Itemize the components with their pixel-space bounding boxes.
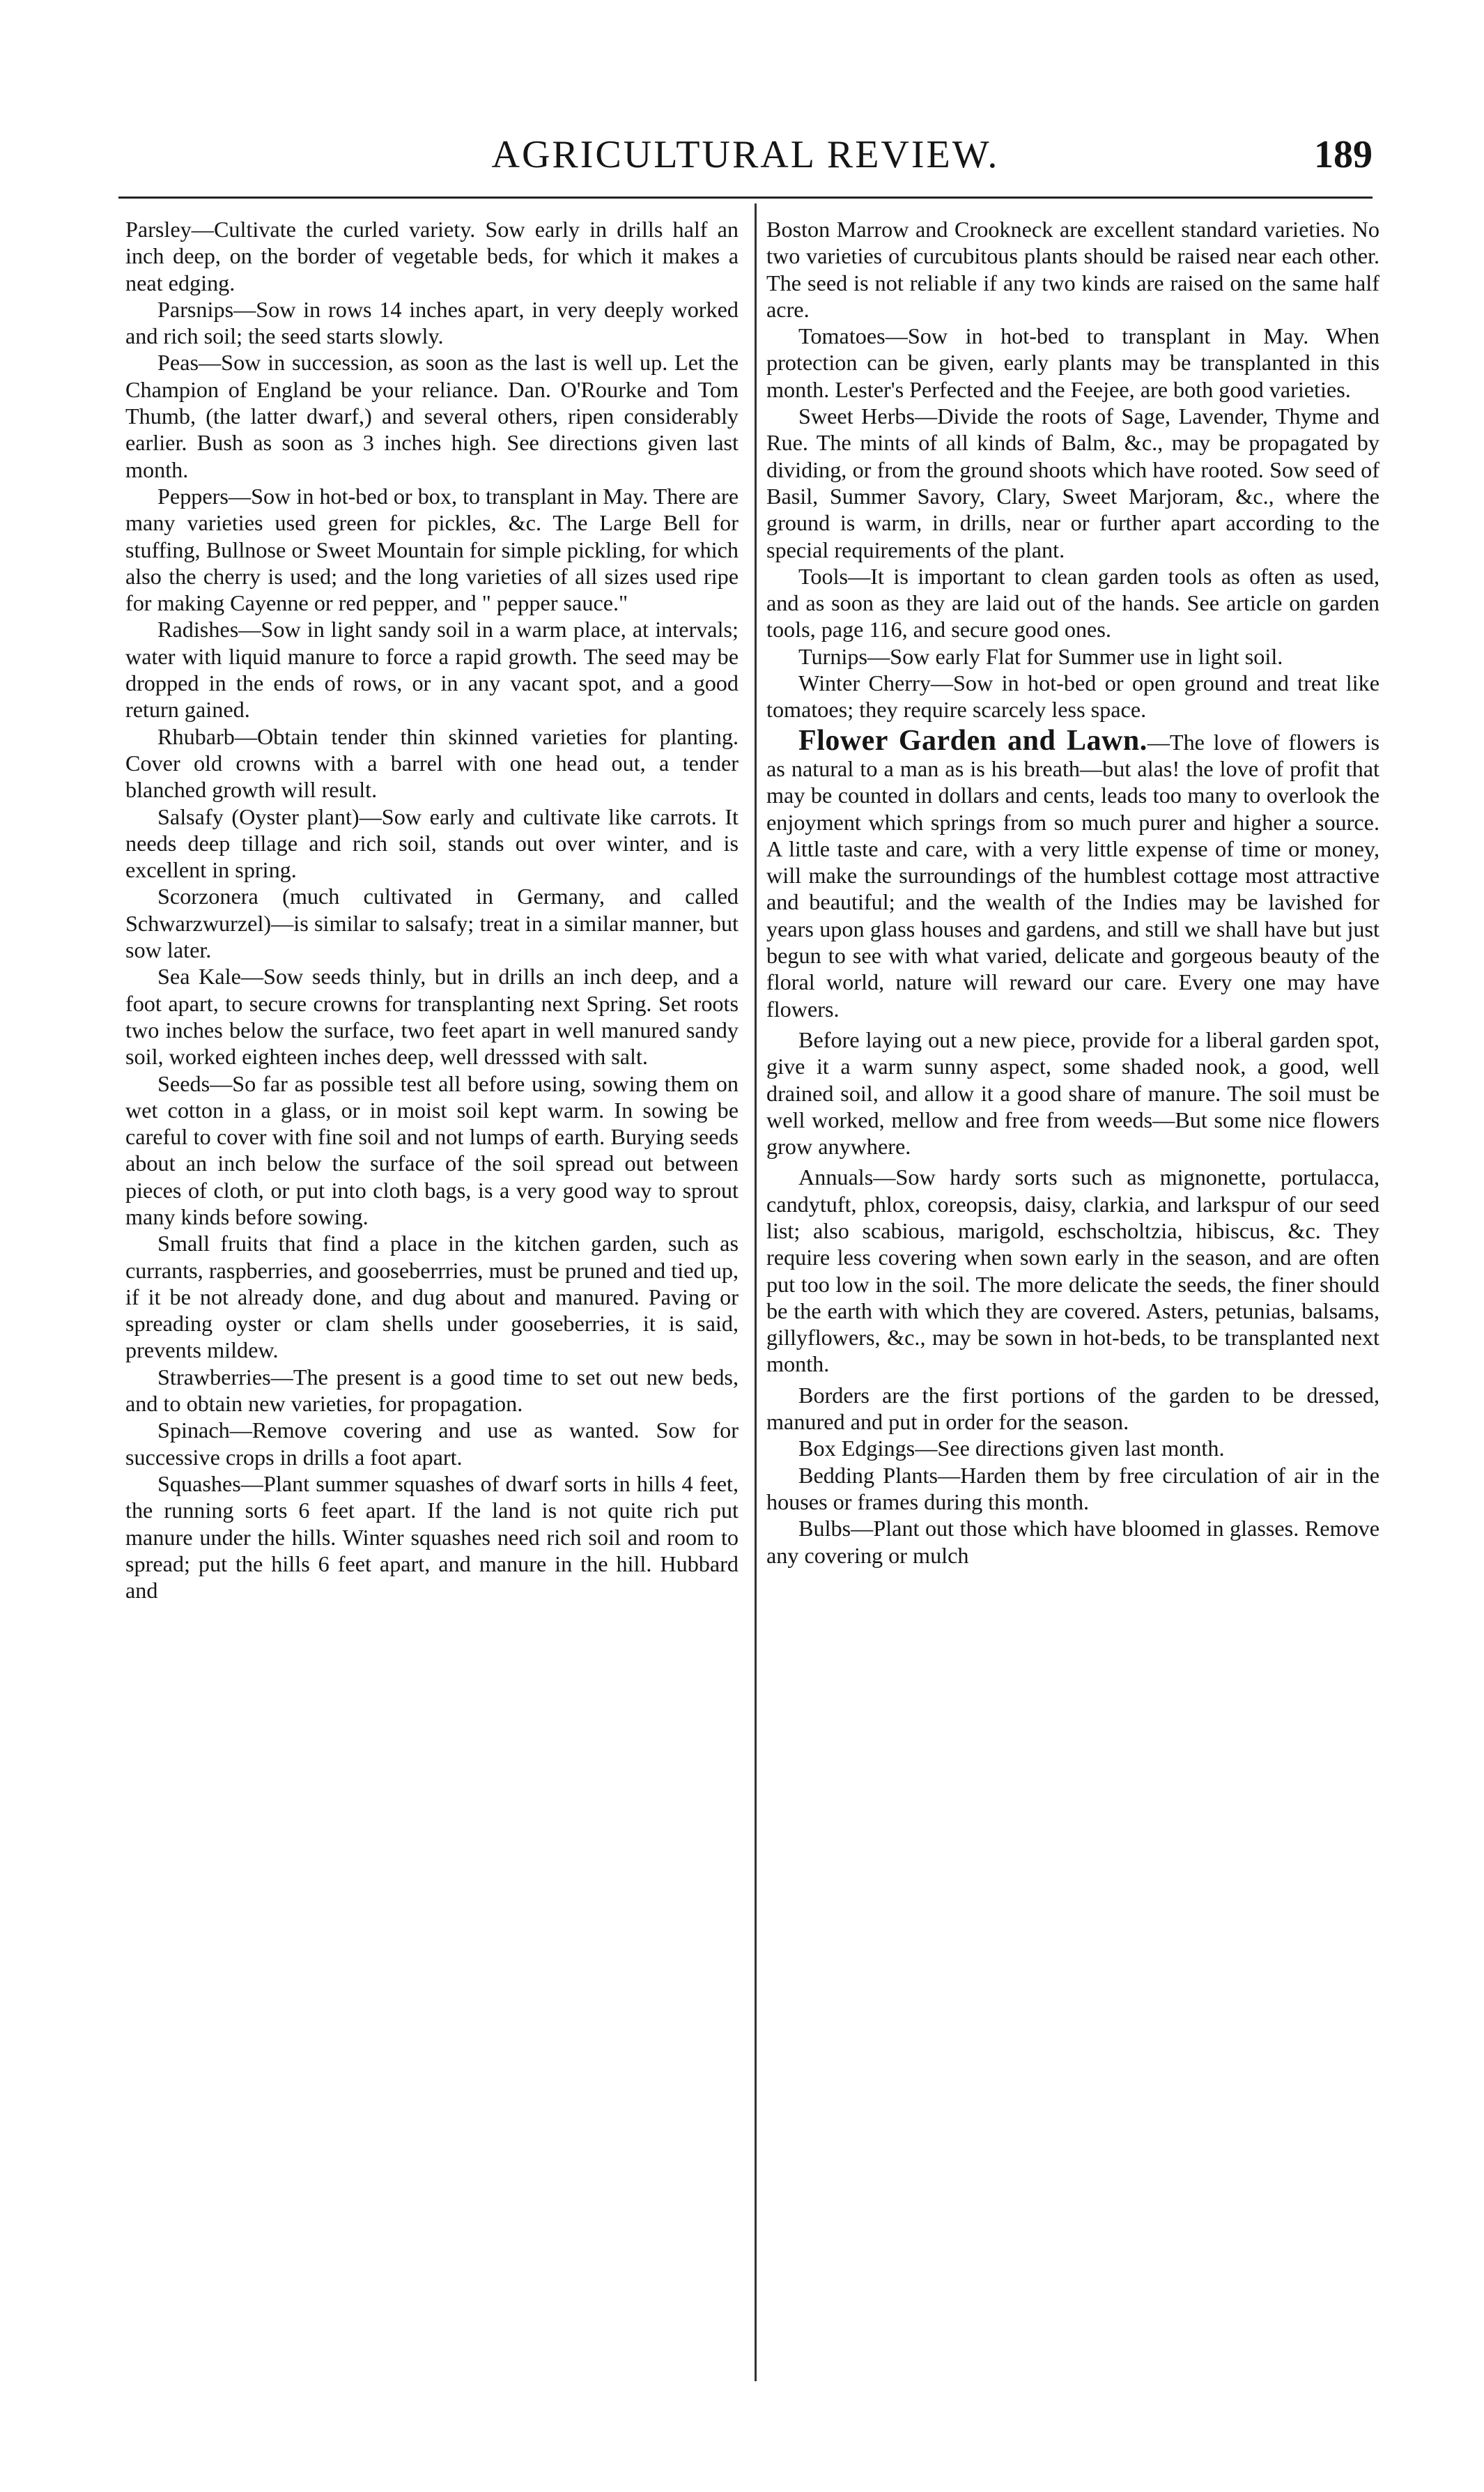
paragraph-spinach: Spinach—Remove covering and use as wanted. Sow for successive crops in drills a foot apart. — [125, 1417, 739, 1470]
column-divider — [755, 203, 757, 2381]
paragraph-tomatoes: Tomatoes—Sow in hot-bed to transplant in May. When protection can be given, early plants may be transplanted in this month. Lester's Perfected and the Feejee, are both good varieties. — [766, 323, 1379, 402]
paragraph-scorzonera: Scorzonera (much cultivated in Germany, and called Schwarzwurzel)—is similar to salsafy; treat in a similar manner, but sow later. — [125, 884, 739, 963]
paragraph-box-edgings: Box Edgings—See directions given last month. — [798, 1436, 1225, 1461]
paragraph-bedding-plants: Bedding Plants—Harden them by free circulation of air in the houses or frames during this month. — [766, 1462, 1379, 1514]
paragraph-sweet-herbs: Sweet Herbs—Divide the roots of Sage, Lavender, Thyme and Rue. The mints of all kinds of Balm, &c., may be propagated by dividing, or from the ground shoots which have rooted. Sow seed of Basil, Summer Savory, Clary, Sweet Marjoram, &c., where the ground is warm, in drills, near or further apart according to the special requirements of the plant. — [766, 403, 1379, 562]
paragraph-bulbs: Bulbs—Plant out those which have bloomed in glasses. Remove any covering or mulch — [766, 1516, 1379, 1568]
paragraph-flower-garden — [766, 724, 1379, 1022]
paragraph-boston-marrow: Boston Marrow and Crookneck are excellent standard varieties. No two varieties of curcubitous plants should be raised near each other. The seed is not reliable if any two kinds are raised on the same half acre. — [766, 217, 1379, 322]
paragraph-peppers: Peppers—Sow in hot-bed or box, to transplant in May. There are many varieties used green for pickles, &c. The Large Bell for stuffing, Bullnose or Sweet Mountain for simple pickling, for which also the cherry is used; and the long varieties of all sizes used ripe for making Cayenne or red pepper, and " pepper sauce." — [125, 483, 739, 616]
paragraph-squashes: Squashes—Plant summer squashes of dwarf sorts in hills 4 feet, the running sorts 6 feet apart. If the land is not quite rich put manure under the hills. Winter squashes need rich soil and room to spread; put the hills 6 feet apart, and manure in the hill. Hubbard and — [125, 1470, 739, 1603]
paragraph-parsley: Parsley—Cultivate the curled variety. Sow early in drills half an inch deep, on the border of vegetable beds, for which it makes a neat edging. — [125, 217, 739, 295]
paragraph-turnips: Turnips—Sow early Flat for Summer use in light soil. — [798, 643, 1283, 669]
right-column — [766, 216, 1379, 1569]
running-title: AGRICULTURAL REVIEW. — [491, 133, 1000, 176]
header-rule — [118, 197, 1373, 199]
paragraph-strawberries: Strawberries—The present is a good time to set out new beds, and to obtain new varieties, for propagation. — [125, 1364, 739, 1417]
flower-garden-intro: —The love of flowers is as natural to a man as is his breath—but alas! the love of profit that may be counted in dollars and cents, leads too many to overlook the enjoyment which springs from so much purer and higher a source. A little taste and care, with a very little expense of time or money, will make the surroundings of the humblest cottage most attractive and beautiful; and the wealth of the Indies may be lavished for years upon glass houses and gardens, and still we shall have but just begun to see with what varied, delicate and gorgeous beauty of the floral world, nature will reward our care. Every one may have flowers. — [766, 729, 1379, 1022]
paragraph-small-fruits: Small fruits that find a place in the kitchen garden, such as currants, raspberries, and gooseberrries, must be pruned and tied up, if it be not already done, and dug about and manured. Paving or spreading oyster or clam shells under gooseberries, it is said, prevents mildew. — [125, 1231, 739, 1363]
running-head — [118, 132, 1373, 188]
page-number: 189 — [1314, 133, 1373, 176]
paragraph-new-piece: Before laying out a new piece, provide for a liberal garden spot, give it a warm sunny aspect, some shaded nook, a good, well drained soil, and allow it a good share of manure. The soil must be well worked, mellow and free from weeds—But some nice flowers grow anywhere. — [766, 1026, 1379, 1160]
paragraph-rhubarb: Rhubarb—Obtain tender thin skinned varieties for planting. Cover old crowns with a barrel with one head out, a tender blanched growth will result. — [125, 723, 739, 803]
paragraph-peas: Peas—Sow in succession, as soon as the last is well up. Let the Champion of England be your reliance. Dan. O'Rourke and Tom Thumb, (the latter dwarf,) and several others, ripen considerably earlier. Bush as soon as 3 inches high. See directions given last month. — [125, 350, 739, 482]
paragraph-winter-cherry: Winter Cherry—Sow in hot-bed or open ground and treat like tomatoes; they require scarcely less space. — [766, 670, 1379, 723]
paragraph-borders: Borders are the first portions of the garden to be dressed, manured and put in order for the season. — [766, 1382, 1379, 1435]
left-column — [125, 216, 739, 1603]
paragraph-tools: Tools—It is important to clean garden tools as often as used, and as soon as they are laid out of the hands. See article on garden tools, page 116, and secure good ones. — [766, 563, 1379, 643]
paragraph-annuals: Annuals—Sow hardy sorts such as mignonette, portulacca, candytuft, phlox, coreopsis, daisy, clarkia, and larkspur of our seed list; also scabious, marigold, eschscholtzia, hibiscus, &c. They require less covering when sown early in the season, and are often put too low in the soil. The more delicate the seeds, the finer should be the earth with which they are covered. Asters, petunias, balsams, gillyflowers, &c., may be sown in hot-beds, to be transplanted next month. — [766, 1164, 1379, 1377]
paragraph-salsafy: Salsafy (Oyster plant)—Sow early and cultivate like carrots. It needs deep tillage and rich soil, stands out over winter, and is excellent in spring. — [125, 803, 739, 883]
paragraph-sea-kale: Sea Kale—Sow seeds thinly, but in drills an inch deep, and a foot apart, to secure crowns for transplanting next Spring. Set roots two inches below the surface, two feet apart in well manured sandy soil, worked eighteen inches deep, well dresssed with salt. — [125, 964, 739, 1070]
paragraph-parsnips: Parsnips—Sow in rows 14 inches apart, in very deeply worked and rich soil; the seed starts slowly. — [125, 296, 739, 349]
paragraph-seeds: Seeds—So far as possible test all before using, sowing them on wet cotton in a glass, or in moist soil kept warm. In sowing be careful to cover with fine soil and not lumps of earth. Burying seeds about an inch below the surface of the soil spread out between pieces of cloth, or put into cloth bags, is a very good way to sprout many kinds before sowing. — [125, 1070, 739, 1229]
paragraph-radishes: Radishes—Sow in light sandy soil in a warm place, at intervals; water with liquid manure to force a rapid growth. The seed may be dropped in the ends of rows, or in any vacant spot, and a good return gained. — [125, 617, 739, 723]
section-heading-flower-garden: Flower Garden and Lawn. — [798, 724, 1147, 757]
